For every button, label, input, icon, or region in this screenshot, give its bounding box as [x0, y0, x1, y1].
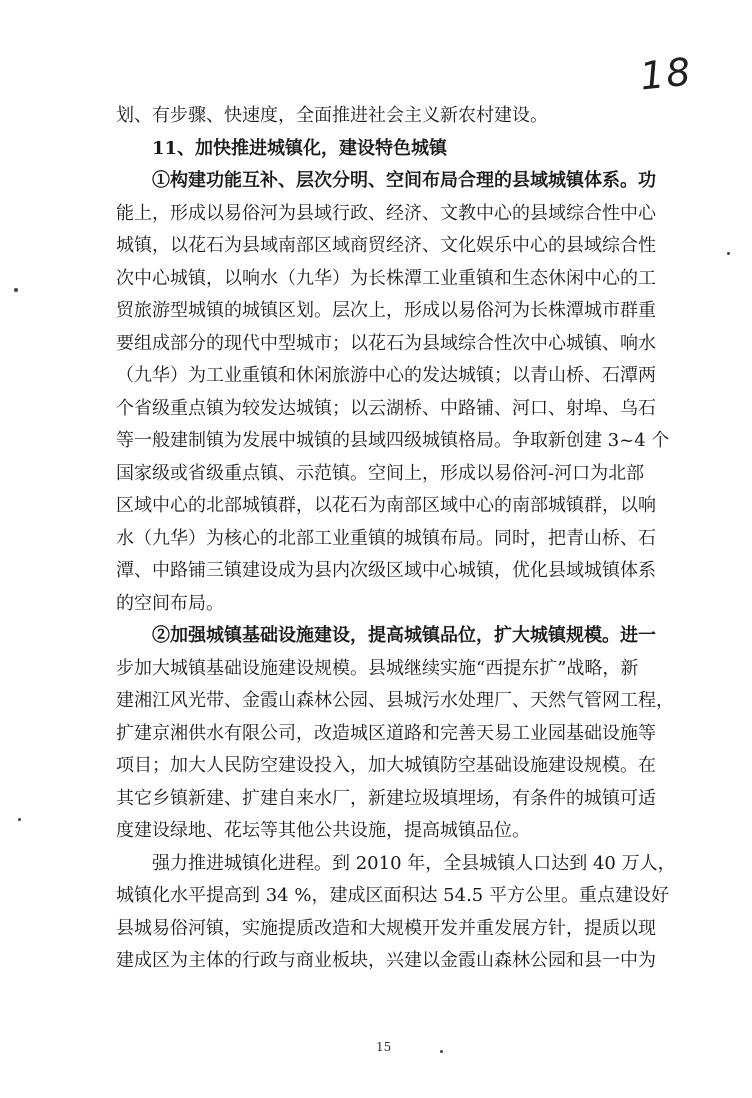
body-line: 县城易俗河镇，实施提质改造和大规模开发并重发展方针，提质以现	[116, 917, 656, 939]
scan-speck	[18, 818, 21, 821]
body-line: 城镇，以花石为县域南部区域商贸经济、文化娱乐中心的县域综合性	[116, 235, 656, 256]
body-line: 贸旅游型城镇的城镇区划。层次上，形成以易俗河为长株潭城市群重	[116, 300, 656, 321]
section-heading: 11、加快推进城镇化，建设特色城镇	[152, 137, 448, 159]
body-line: 能上，形成以易俗河为县域行政、经济、文教中心的县域综合性中心	[116, 202, 656, 224]
body-line: 要组成部分的现代中型城市；以花石为县域综合性次中心城镇、响水	[116, 332, 656, 354]
body-line: 次中心城镇，以响水（九华）为长株潭工业重镇和生态休闲中心的工	[116, 267, 656, 289]
body-line: 等一般建制镇为发展中城镇的县域四级城镇格局。争取新创建 3~4 个	[116, 430, 670, 451]
body-line: 建湘江风光带、金霞山森林公园、县城污水处理厂、天然气管网工程，	[116, 690, 674, 711]
handwritten-page-mark: 18	[637, 49, 695, 99]
subsection-heading: ②加强城镇基础设施建设，提高城镇品位，扩大城镇规模。进一	[152, 625, 656, 646]
body-line: （九华）为工业重镇和休闲旅游中心的发达城镇；以青山桥、石潭两	[116, 365, 656, 386]
body-line: 个省级重点镇为较发达城镇；以云湖桥、中路铺、河口、射埠、乌石	[116, 397, 656, 419]
body-line: 度建设绿地、花坛等其他公共设施，提高城镇品位。	[116, 820, 530, 841]
body-line: 区域中心的北部城镇群，以花石为南部区域中心的南部城镇群，以响	[116, 495, 656, 516]
subsection-heading: ①构建功能互补、层次分明、空间布局合理的县域城镇体系。功	[152, 170, 656, 191]
body-line: 水（九华）为核心的北部工业重镇的城镇布局。同时，把青山桥、石	[116, 527, 656, 549]
body-line: 步加大城镇基础设施建设规模。县城继续实施“西提东扩”战略，新	[116, 657, 639, 679]
body-line: 国家级或省级重点镇、示范镇。空间上，形成以易俗河-河口为北部	[116, 462, 645, 484]
scan-speck	[727, 252, 730, 255]
body-line	[116, 620, 676, 653]
body-line	[116, 165, 676, 198]
document-body	[116, 100, 676, 978]
body-line: 扩建京湘供水有限公司，改造城区道路和完善天易工业园基础设施等	[116, 722, 656, 744]
body-line: 强力推进城镇化进程。到 2010 年，全县城镇人口达到 40 万人，	[152, 852, 676, 874]
body-line: 其它乡镇新建、扩建自来水厂，新建垃圾填埋场，有条件的城镇可适	[116, 787, 656, 809]
scan-speck	[14, 288, 18, 292]
body-line: 潭、中路铺三镇建设成为县内次级区域中心城镇，优化县域城镇体系	[116, 560, 656, 581]
body-line: 建成区为主体的行政与商业板块，兴建以金霞山森林公园和县一中为	[116, 950, 656, 971]
scan-speck	[440, 1050, 443, 1053]
body-line: 城镇化水平提高到 34 %，建成区面积达 54.5 平方公里。重点建设好	[116, 885, 669, 906]
page-number: 15	[376, 1040, 392, 1054]
body-line: 项目；加大人民防空建设投入，加大城镇防空基础设施建设规模。在	[116, 755, 656, 776]
body-line: 的空间布局。	[116, 592, 224, 614]
body-line: 划、有步骤、快速度，全面推进社会主义新农村建设。	[116, 105, 548, 126]
